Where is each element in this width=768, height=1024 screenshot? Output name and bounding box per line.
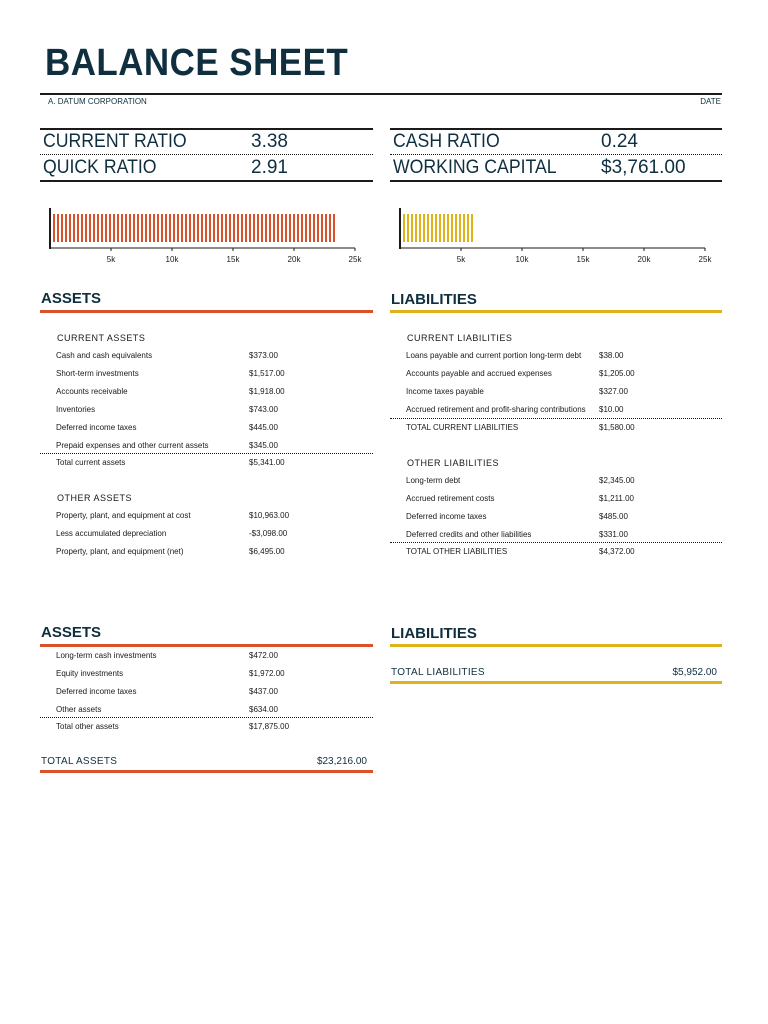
- working-capital-value: $3,761.00: [601, 157, 686, 178]
- assets-continued-rule: [40, 644, 373, 647]
- bar-stripe: [233, 214, 235, 242]
- bar-stripe: [117, 214, 119, 242]
- bar-stripe: [289, 214, 291, 242]
- current-assets-heading: CURRENT ASSETS: [57, 333, 146, 343]
- assets-heading: ASSETS: [41, 290, 102, 307]
- line-item-label: Other assets: [56, 705, 102, 714]
- assets-bar-chart: [40, 200, 370, 270]
- line-item-value: $345.00: [249, 441, 278, 450]
- bar-stripe: [321, 214, 323, 242]
- bar-stripe: [97, 214, 99, 242]
- bar-stripe: [297, 214, 299, 242]
- bar-stripe: [77, 214, 79, 242]
- line-item-value: $327.00: [599, 387, 628, 396]
- line-item-value: $743.00: [249, 405, 278, 414]
- header-divider: [40, 93, 722, 95]
- bar-stripe: [305, 214, 307, 242]
- bar-stripe: [181, 214, 183, 242]
- line-item-value: $1,517.00: [249, 369, 285, 378]
- total-current-liabilities-label: TOTAL CURRENT LIABILITIES: [406, 423, 519, 432]
- bar-stripe: [89, 214, 91, 242]
- line-item-label: Income taxes payable: [406, 387, 484, 396]
- x-tick-label: 10k: [165, 255, 179, 264]
- line-item-value: $331.00: [599, 530, 628, 539]
- bar-stripe: [141, 214, 143, 242]
- cash-ratio-value: 0.24: [601, 131, 638, 152]
- bar-stripe: [161, 214, 163, 242]
- bar-stripe: [149, 214, 151, 242]
- bar-stripe: [153, 214, 155, 242]
- line-item-value: $10,963.00: [249, 511, 290, 520]
- line-item-value: $485.00: [599, 512, 628, 521]
- line-item-label: Long-term cash investments: [56, 651, 157, 660]
- bar-stripe: [309, 214, 311, 242]
- line-item-value: $1,972.00: [249, 669, 285, 678]
- total-current-assets-label: Total current assets: [56, 458, 126, 467]
- line-item-label: Long-term debt: [406, 476, 461, 485]
- bar-stripe: [65, 214, 67, 242]
- bar-stripe: [423, 214, 425, 242]
- bar-stripe: [463, 214, 465, 242]
- x-tick-label: 5k: [456, 255, 466, 264]
- bar-stripe: [407, 214, 409, 242]
- x-tick-label: 15k: [226, 255, 240, 264]
- line-item-label: Deferred income taxes: [56, 687, 137, 696]
- bar-stripe: [189, 214, 191, 242]
- line-item-label: Loans payable and current portion long-term debt: [406, 351, 582, 360]
- line-item-label: Equity investments: [56, 669, 124, 678]
- x-tick-label: 20k: [287, 255, 301, 264]
- line-item-value: $6,495.00: [249, 547, 285, 556]
- line-item-value: $1,205.00: [599, 369, 635, 378]
- bar-stripe: [277, 214, 279, 242]
- bar-stripe: [257, 214, 259, 242]
- bar-stripe: [53, 214, 55, 242]
- quick-ratio-value: 2.91: [251, 157, 288, 178]
- total-assets-label: TOTAL ASSETS: [41, 756, 118, 767]
- current-ratio-value: 3.38: [251, 131, 288, 152]
- current-liabilities-heading: CURRENT LIABILITIES: [407, 333, 513, 343]
- bar-stripe: [221, 214, 223, 242]
- total-other-assets-label: Total other assets: [56, 722, 119, 731]
- line-item-value: $1,211.00: [599, 494, 634, 503]
- line-item-label: Property, plant, and equipment at cost: [56, 511, 191, 520]
- assets-heading-rule: [40, 310, 373, 313]
- bar-stripe: [113, 214, 115, 242]
- line-item-value: $445.00: [249, 423, 278, 432]
- bar-stripe: [451, 214, 453, 242]
- liabilities-total-heading-rule: [390, 644, 722, 647]
- company-name: A. DATUM CORPORATION: [48, 97, 147, 106]
- total-assets-rule: [40, 770, 373, 773]
- bar-stripe: [217, 214, 219, 242]
- bar-stripe: [173, 214, 175, 242]
- cash-ratio-label: CASH RATIO: [393, 131, 500, 152]
- bar-stripe: [431, 214, 433, 242]
- bar-stripe: [253, 214, 255, 242]
- x-tick-label: 15k: [576, 255, 590, 264]
- ratio-divider: [390, 128, 722, 130]
- bar-stripe: [241, 214, 243, 242]
- subtotal-divider: [390, 418, 722, 419]
- bar-stripe: [69, 214, 71, 242]
- liabilities-heading: LIABILITIES: [391, 291, 477, 308]
- x-tick-label: 10k: [515, 255, 529, 264]
- ratio-divider: [390, 180, 722, 182]
- bar-stripe: [57, 214, 59, 242]
- bar-stripe: [265, 214, 267, 242]
- line-item-label: Deferred credits and other liabilities: [406, 530, 532, 539]
- subtotal-divider: [40, 453, 373, 454]
- bar-stripe: [245, 214, 247, 242]
- page-title: BALANCE SHEET: [45, 42, 349, 84]
- other-assets-heading: OTHER ASSETS: [57, 493, 133, 503]
- bar-stripe: [205, 214, 207, 242]
- other-liabilities-heading: OTHER LIABILITIES: [407, 458, 500, 468]
- total-liabilities-label: TOTAL LIABILITIES: [391, 667, 485, 678]
- bar-stripe: [419, 214, 421, 242]
- quick-ratio-label: QUICK RATIO: [43, 157, 157, 178]
- bar-stripe: [105, 214, 107, 242]
- total-current-assets-value: $5,341.00: [249, 458, 285, 467]
- bar-stripe: [197, 214, 199, 242]
- bar-stripe: [101, 214, 103, 242]
- total-liabilities-rule: [390, 681, 722, 684]
- liabilities-heading-rule: [390, 310, 722, 313]
- bar-stripe: [137, 214, 139, 242]
- liabilities-bar-chart: [390, 200, 720, 270]
- assets-continued-heading: ASSETS: [41, 624, 102, 641]
- x-tick-label: 25k: [348, 255, 362, 264]
- bar-stripe: [313, 214, 315, 242]
- bar-stripe: [209, 214, 211, 242]
- total-other-liabilities-label: TOTAL OTHER LIABILITIES: [406, 547, 508, 556]
- bar-stripe: [237, 214, 239, 242]
- bar-stripe: [85, 214, 87, 242]
- bar-stripe: [459, 214, 461, 242]
- x-tick-label: 20k: [637, 255, 651, 264]
- bar-stripe: [81, 214, 83, 242]
- total-other-liabilities-value: $4,372.00: [599, 547, 635, 556]
- bar-stripe: [427, 214, 429, 242]
- bar-stripe: [471, 214, 473, 242]
- total-other-assets-value: $17,875.00: [249, 722, 290, 731]
- line-item-label: Short-term investments: [56, 369, 139, 378]
- bar-stripe: [145, 214, 147, 242]
- total-assets-value: $23,216.00: [316, 756, 367, 767]
- line-item-value: -$3,098.00: [249, 529, 288, 538]
- x-tick-label: 5k: [106, 255, 116, 264]
- bar-stripe: [301, 214, 303, 242]
- line-item-value: $10.00: [599, 405, 624, 414]
- bar-stripe: [93, 214, 95, 242]
- bar-stripe: [121, 214, 123, 242]
- line-item-label: Prepaid expenses and other current assets: [56, 441, 209, 450]
- bar-stripe: [269, 214, 271, 242]
- ratio-divider: [40, 128, 373, 130]
- line-item-value: $373.00: [249, 351, 278, 360]
- x-tick-label: 25k: [698, 255, 712, 264]
- ratio-divider: [40, 180, 373, 182]
- line-item-label: Accrued retirement and profit-sharing contributions: [406, 405, 586, 414]
- line-item-label: Less accumulated depreciation: [56, 529, 167, 538]
- bar-stripe: [333, 214, 335, 242]
- bar-stripe: [415, 214, 417, 242]
- bar-stripe: [447, 214, 449, 242]
- line-item-value: $437.00: [249, 687, 278, 696]
- line-item-value: $2,345.00: [599, 476, 635, 485]
- bar-stripe: [185, 214, 187, 242]
- bar-stripe: [109, 214, 111, 242]
- bar-stripe: [273, 214, 275, 242]
- line-item-label: Accounts receivable: [56, 387, 128, 396]
- line-item-value: $634.00: [249, 705, 278, 714]
- line-item-label: Accounts payable and accrued expenses: [406, 369, 552, 378]
- bar-stripe: [455, 214, 457, 242]
- bar-stripe: [293, 214, 295, 242]
- ratio-divider: [390, 154, 722, 155]
- subtotal-divider: [40, 717, 373, 718]
- bar-stripe: [317, 214, 319, 242]
- line-item-value: $38.00: [599, 351, 624, 360]
- bar-stripe: [157, 214, 159, 242]
- bar-stripe: [193, 214, 195, 242]
- line-item-label: Cash and cash equivalents: [56, 351, 153, 360]
- bar-stripe: [61, 214, 63, 242]
- bar-stripe: [435, 214, 437, 242]
- bar-stripe: [169, 214, 171, 242]
- total-current-liabilities-value: $1,580.00: [599, 423, 635, 432]
- bar-stripe: [443, 214, 445, 242]
- bar-stripe: [403, 214, 405, 242]
- bar-stripe: [329, 214, 331, 242]
- bar-stripe: [213, 214, 215, 242]
- line-item-label: Accrued retirement costs: [406, 494, 495, 503]
- subtotal-divider: [390, 542, 722, 543]
- bar-stripe: [201, 214, 203, 242]
- line-item-label: Deferred income taxes: [56, 423, 137, 432]
- bar-stripe: [165, 214, 167, 242]
- line-item-label: Deferred income taxes: [406, 512, 487, 521]
- bar-stripe: [261, 214, 263, 242]
- date-label: DATE: [700, 97, 721, 106]
- total-liabilities-value: $5,952.00: [672, 667, 717, 678]
- liabilities-total-heading: LIABILITIES: [391, 625, 477, 642]
- line-item-label: Property, plant, and equipment (net): [56, 547, 184, 556]
- bar-stripe: [129, 214, 131, 242]
- bar-stripe: [325, 214, 327, 242]
- bar-stripe: [411, 214, 413, 242]
- bar-stripe: [125, 214, 127, 242]
- bar-stripe: [229, 214, 231, 242]
- ratio-divider: [40, 154, 373, 155]
- bar-stripe: [225, 214, 227, 242]
- line-item-value: $1,918.00: [249, 387, 285, 396]
- bar-stripe: [285, 214, 287, 242]
- bar-stripe: [467, 214, 469, 242]
- working-capital-label: WORKING CAPITAL: [393, 157, 557, 178]
- bar-stripe: [177, 214, 179, 242]
- current-ratio-label: CURRENT RATIO: [43, 131, 187, 152]
- bar-stripe: [439, 214, 441, 242]
- line-item-value: $472.00: [249, 651, 278, 660]
- bar-stripe: [249, 214, 251, 242]
- bar-stripe: [281, 214, 283, 242]
- bar-stripe: [73, 214, 75, 242]
- bar-stripe: [133, 214, 135, 242]
- line-item-label: Inventories: [56, 405, 96, 414]
